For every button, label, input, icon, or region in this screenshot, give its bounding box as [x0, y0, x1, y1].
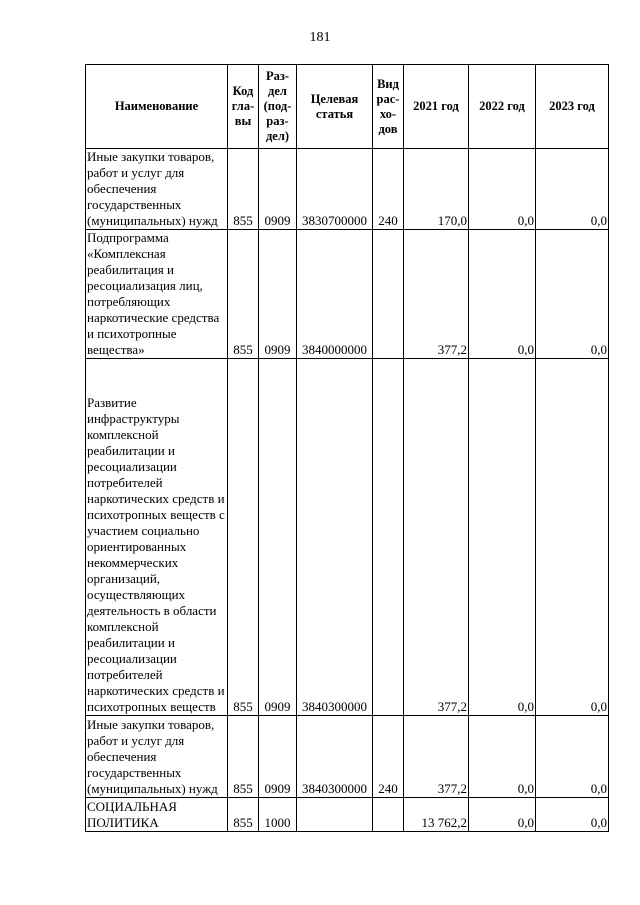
table-row: [86, 359, 609, 716]
header-2023: 2023 год: [536, 65, 609, 149]
row-2021: 170,0: [404, 149, 469, 230]
row-2021: 13 762,2: [404, 798, 469, 832]
table-row: [86, 149, 609, 230]
row-2022: 0,0: [469, 359, 536, 716]
row-code: 855: [228, 230, 259, 359]
row-section: 0909: [259, 716, 297, 798]
table-row: [86, 716, 609, 798]
row-code: 855: [228, 798, 259, 832]
row-expense: [373, 798, 404, 832]
row-target: [297, 798, 373, 832]
row-expense: 240: [373, 149, 404, 230]
row-2022: 0,0: [469, 230, 536, 359]
row-2021: 377,2: [404, 716, 469, 798]
row-2022: 0,0: [469, 716, 536, 798]
header-expense: Вид рас- хо- дов: [373, 65, 404, 149]
row-expense: [373, 359, 404, 716]
table-row: [86, 798, 609, 832]
row-2021: 377,2: [404, 359, 469, 716]
row-2022: 0,0: [469, 149, 536, 230]
row-2021: 377,2: [404, 230, 469, 359]
row-code: 855: [228, 716, 259, 798]
table-header-row: [86, 65, 609, 149]
row-name: Иные закупки товаров, работ и услуг для обеспечения государственных (муниципальных) нужд: [86, 149, 228, 230]
row-section: 1000: [259, 798, 297, 832]
row-target: 3840300000: [297, 716, 373, 798]
row-section: 0909: [259, 359, 297, 716]
header-section: Раз- дел (под- раз- дел): [259, 65, 297, 149]
row-2023: 0,0: [536, 716, 609, 798]
row-2023: 0,0: [536, 149, 609, 230]
header-2022: 2022 год: [469, 65, 536, 149]
row-2023: 0,0: [536, 798, 609, 832]
table-row: [86, 230, 609, 359]
row-name: СОЦИАЛЬНАЯ ПОЛИТИКА: [86, 798, 228, 832]
budget-table: [85, 64, 609, 832]
header-target: Целевая статья: [297, 65, 373, 149]
row-code: 855: [228, 359, 259, 716]
row-target: 3830700000: [297, 149, 373, 230]
row-2023: 0,0: [536, 359, 609, 716]
header-name: Наименование: [86, 65, 228, 149]
row-2023: 0,0: [536, 230, 609, 359]
page-number: 181: [309, 30, 331, 45]
row-section: 0909: [259, 149, 297, 230]
row-expense: 240: [373, 716, 404, 798]
header-2021: 2021 год: [404, 65, 469, 149]
header-code: Код гла- вы: [228, 65, 259, 149]
row-target: 3840000000: [297, 230, 373, 359]
row-name: Иные закупки товаров, работ и услуг для обеспечения государственных (муниципальных) нужд: [86, 716, 228, 798]
row-code: 855: [228, 149, 259, 230]
row-target: 3840300000: [297, 359, 373, 716]
row-name: Развитие инфраструктуры комплексной реабилитации и ресоциализации потребителей наркотических средств и психотропных веществ с участием социально ориентированных некоммерческих организаций, осуществляющих деятельность в области комплексной реабилитации и ресоциализации потребителей наркотических средств и психотропных веществ: [86, 359, 228, 716]
row-2022: 0,0: [469, 798, 536, 832]
row-name: Подпрограмма «Комплексная реабилитация и ресоциализация лиц, потребляющих наркотические средства и психотропные вещества»: [86, 230, 228, 359]
row-expense: [373, 230, 404, 359]
row-section: 0909: [259, 230, 297, 359]
